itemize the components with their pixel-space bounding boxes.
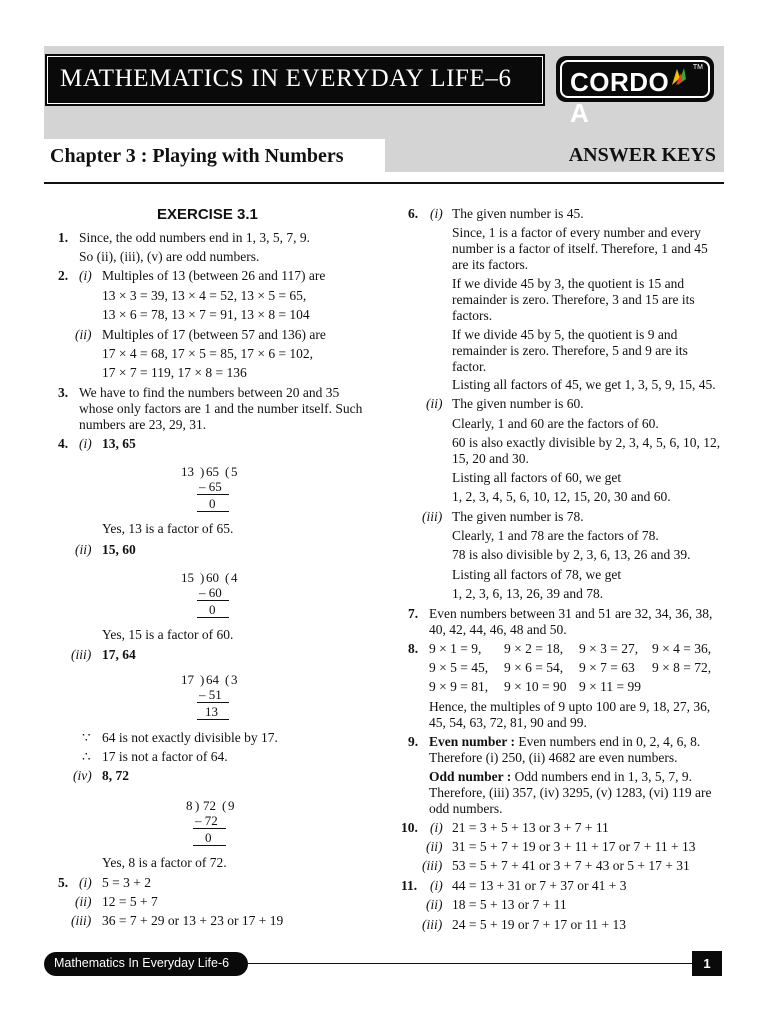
answer-text: 53 = 5 + 7 + 41 or 3 + 7 + 43 or 5 + 17 + 31 <box>452 858 690 873</box>
footer-book-label <box>44 952 248 976</box>
part-label: (ii) <box>75 327 92 342</box>
answer-text: Clearly, 1 and 60 are the factors of 60. <box>452 416 659 431</box>
math-fact: 9 × 10 = 90 <box>504 679 567 694</box>
answer-text: Therefore (i) 250, (ii) 4682 are even numbers. <box>429 750 678 765</box>
answer-text: 60 is also exactly divisible by 2, 3, 4, 5, 6, 10, 12, <box>452 435 721 450</box>
part-heading: 13, 65 <box>102 436 136 451</box>
math-fact: 9 × 11 = 99 <box>579 679 641 694</box>
answer-text: 1, 2, 3, 6, 13, 26, 39 and 78. <box>452 586 604 601</box>
part-label: (iv) <box>73 768 92 783</box>
page-number: 1 <box>692 951 722 976</box>
question-number: 10. <box>401 820 418 835</box>
question-number: 1. <box>58 230 69 245</box>
answer-text: Clearly, 1 and 78 are the factors of 78. <box>452 528 659 543</box>
answer-text: numbers are 23, 29, 31. <box>79 417 207 432</box>
part-label: (i) <box>430 206 443 221</box>
answer-keys-heading: ANSWER KEYS <box>568 144 716 166</box>
part-label: (i) <box>430 820 443 835</box>
answer-text: The given number is 78. <box>452 509 584 524</box>
answer-text: are its factors. <box>452 257 529 272</box>
answer-text: 1, 2, 3, 4, 5, 6, 10, 12, 15, 20, 30 and 60. <box>452 489 671 504</box>
part-label: (ii) <box>426 897 443 912</box>
answer-text: number is a factor of itself. Therefore, 1 and 45 <box>452 241 708 256</box>
part-label: (iii) <box>422 858 443 873</box>
answer-text: 78 is also divisible by 2, 3, 6, 13, 26 and 39. <box>452 547 691 562</box>
part-label: (i) <box>430 878 443 893</box>
trademark: TM <box>692 64 703 71</box>
part-label: (iii) <box>422 509 443 524</box>
question-number: 6. <box>408 206 419 221</box>
chapter-box <box>44 139 385 172</box>
answer-text: Even numbers between 31 and 51 are 32, 34, 36, 38, <box>429 606 713 621</box>
answer-text: Hence, the multiples of 9 upto 100 are 9, 18, 27, 36, <box>429 699 711 714</box>
answer-text: 21 = 3 + 5 + 13 or 3 + 7 + 11 <box>452 820 609 835</box>
answer-text: Since, 1 is a factor of every number and every <box>452 225 701 240</box>
cordova-logo <box>556 56 714 128</box>
logo-text: CORDOA <box>570 67 670 128</box>
math-fact: 9 × 4 = 36, <box>652 641 712 656</box>
answer-text: 31 = 5 + 7 + 19 or 3 + 11 + 17 or 7 + 11 + 13 <box>452 839 696 854</box>
answer-text: Since, the odd numbers end in 1, 3, 5, 7, 9. <box>79 230 310 245</box>
leaf-icon <box>669 66 689 86</box>
answer-text: Listing all factors of 45, we get 1, 3, 5, 9, 15, 45. <box>452 377 716 392</box>
question-number: 3. <box>58 385 69 400</box>
math-fact: 9 × 1 = 9, <box>429 641 482 656</box>
answer-text: Yes, 15 is a factor of 60. <box>102 627 234 642</box>
answer-text: Even number : Even numbers end in 0, 2, 4, 6, 8. <box>429 734 701 749</box>
answer-text: If we divide 45 by 3, the quotient is 15 and <box>452 276 685 291</box>
answer-text: 18 = 5 + 13 or 7 + 11 <box>452 897 567 912</box>
answer-text: Therefore, (iii) 357, (iv) 3295, (v) 1283, (vi) 119 are <box>429 785 712 800</box>
answer-text: 15, 20 and 30. <box>452 451 529 466</box>
part-label: (i) <box>79 436 92 451</box>
answer-text: Odd number : Odd numbers end in 1, 3, 5, 7, 9. <box>429 769 693 784</box>
answer-text: Listing all factors of 60, we get <box>452 470 622 485</box>
book-title: MATHEMATICS IN EVERYDAY LIFE–6 <box>60 65 512 92</box>
answer-text: 13 × 6 = 78, 13 × 7 = 91, 13 × 8 = 104 <box>102 307 310 322</box>
answer-text: Yes, 8 is a factor of 72. <box>102 855 227 870</box>
answer-text: Yes, 13 is a factor of 65. <box>102 521 234 536</box>
part-label: (ii) <box>75 542 92 557</box>
question-number: 4. <box>58 436 69 451</box>
math-fact: 9 × 3 = 27, <box>579 641 639 656</box>
answer-text: 17 × 7 = 119, 17 × 8 = 136 <box>102 365 247 380</box>
question-number: 7. <box>408 606 419 621</box>
answer-text: Multiples of 17 (between 57 and 136) are <box>102 327 326 342</box>
math-fact: 9 × 8 = 72, <box>652 660 712 675</box>
part-label: (iii) <box>422 917 443 932</box>
part-label: (iii) <box>71 913 92 928</box>
answer-text: 17 is not a factor of 64. <box>102 749 228 764</box>
part-label: (i) <box>79 268 92 283</box>
answer-text: 36 = 7 + 29 or 13 + 23 or 17 + 19 <box>102 913 284 928</box>
answer-text: Listing all factors of 78, we get <box>452 567 622 582</box>
part-label: (ii) <box>426 839 443 854</box>
answer-text: If we divide 45 by 5, the quotient is 9 and <box>452 327 678 342</box>
answer-text: 13 × 3 = 39, 13 × 4 = 52, 13 × 5 = 65, <box>102 288 307 303</box>
footer-rule <box>244 963 694 964</box>
because-symbol: ∵ <box>82 730 91 745</box>
part-heading: 8, 72 <box>102 768 129 783</box>
answer-text: 64 is not exactly divisible by 17. <box>102 730 278 745</box>
part-label: (ii) <box>426 396 443 411</box>
answer-text: remainder is zero. Therefore, 5 and 9 are its <box>452 343 688 358</box>
question-number: 8. <box>408 641 419 656</box>
answer-text: whose only factors are 1 and the number itself. Such <box>79 401 363 416</box>
answer-text: So (ii), (iii), (v) are odd numbers. <box>79 249 260 264</box>
question-number: 2. <box>58 268 69 283</box>
part-label: (iii) <box>71 647 92 662</box>
answer-text: 24 = 5 + 19 or 7 + 17 or 11 + 13 <box>452 917 626 932</box>
part-label: (i) <box>79 875 92 890</box>
math-fact: 9 × 7 = 63 <box>579 660 635 675</box>
answer-text: The given number is 60. <box>452 396 584 411</box>
answer-text: 5 = 3 + 2 <box>102 875 151 890</box>
math-fact: 9 × 9 = 81, <box>429 679 489 694</box>
answer-text: The given number is 45. <box>452 206 584 221</box>
question-number: 9. <box>408 734 419 749</box>
answer-text: odd numbers. <box>429 801 503 816</box>
answer-text: 45, 54, 63, 72, 81, 90 and 99. <box>429 715 587 730</box>
part-heading: 15, 60 <box>102 542 136 557</box>
exercise-title: EXERCISE 3.1 <box>157 206 258 223</box>
question-number: 11. <box>401 878 418 893</box>
answer-text: We have to find the numbers between 20 and 35 <box>79 385 340 400</box>
answer-text: factors. <box>452 308 493 323</box>
answer-text: Multiples of 13 (between 26 and 117) are <box>102 268 326 283</box>
book-title-box <box>47 56 543 104</box>
question-number: 5. <box>58 875 69 890</box>
math-fact: 9 × 5 = 45, <box>429 660 489 675</box>
answer-text: 12 = 5 + 7 <box>102 894 158 909</box>
answer-text: 44 = 13 + 31 or 7 + 37 or 41 + 3 <box>452 878 627 893</box>
answer-text: factor. <box>452 359 487 374</box>
answer-text: remainder is zero. Therefore, 3 and 15 are its <box>452 292 695 307</box>
therefore-symbol: ∴ <box>82 749 91 764</box>
part-label: (ii) <box>75 894 92 909</box>
header-rule <box>44 182 724 184</box>
answer-text: 17 × 4 = 68, 17 × 5 = 85, 17 × 6 = 102, <box>102 346 314 361</box>
answer-text: 40, 42, 44, 46, 48 and 50. <box>429 622 567 637</box>
chapter-title: Chapter 3 : Playing with Numbers <box>50 145 344 167</box>
math-fact: 9 × 2 = 18, <box>504 641 564 656</box>
part-heading: 17, 64 <box>102 647 136 662</box>
footer-text: Mathematics In Everyday Life-6 <box>54 956 230 970</box>
math-fact: 9 × 6 = 54, <box>504 660 564 675</box>
